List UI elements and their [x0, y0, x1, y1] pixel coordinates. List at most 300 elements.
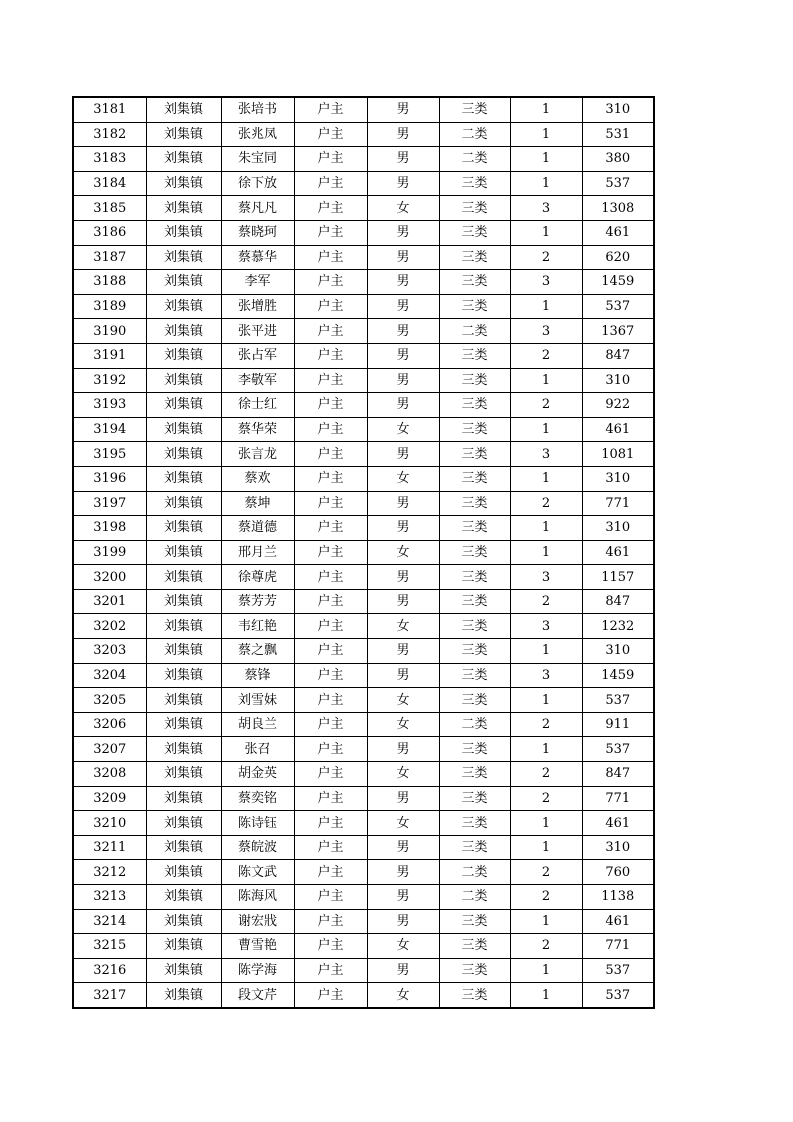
household-size-cell: 3 [510, 270, 582, 295]
table-row [73, 196, 654, 221]
serial-number-cell: 3186 [73, 220, 146, 245]
household-size-cell: 1 [510, 122, 582, 147]
relationship-cell: 户主 [294, 343, 367, 368]
relationship-cell: 户主 [294, 393, 367, 418]
gender-cell: 女 [367, 196, 439, 221]
township-cell: 刘集镇 [146, 663, 221, 688]
household-size-cell: 1 [510, 466, 582, 491]
amount-cell: 1081 [582, 442, 654, 467]
household-size-cell: 1 [510, 147, 582, 172]
relationship-cell: 户主 [294, 196, 367, 221]
relationship-cell: 户主 [294, 786, 367, 811]
household-table [72, 96, 655, 1009]
gender-cell: 男 [367, 639, 439, 664]
amount-cell: 1459 [582, 663, 654, 688]
table-row [73, 639, 654, 664]
township-cell: 刘集镇 [146, 737, 221, 762]
table-row [73, 983, 654, 1008]
amount-cell: 310 [582, 466, 654, 491]
person-name-cell: 张培书 [221, 97, 294, 122]
township-cell: 刘集镇 [146, 712, 221, 737]
township-cell: 刘集镇 [146, 860, 221, 885]
person-name-cell: 蔡坤 [221, 491, 294, 516]
person-name-cell: 韦红艳 [221, 614, 294, 639]
amount-cell: 537 [582, 171, 654, 196]
household-size-cell: 2 [510, 934, 582, 959]
gender-cell: 男 [367, 442, 439, 467]
relationship-cell: 户主 [294, 909, 367, 934]
amount-cell: 461 [582, 220, 654, 245]
amount-cell: 760 [582, 860, 654, 885]
serial-number-cell: 3183 [73, 147, 146, 172]
household-size-cell: 1 [510, 294, 582, 319]
category-cell: 三类 [439, 540, 510, 565]
table-row [73, 835, 654, 860]
gender-cell: 男 [367, 491, 439, 516]
household-size-cell: 1 [510, 835, 582, 860]
category-cell: 二类 [439, 319, 510, 344]
relationship-cell: 户主 [294, 663, 367, 688]
gender-cell: 男 [367, 343, 439, 368]
gender-cell: 女 [367, 540, 439, 565]
gender-cell: 女 [367, 466, 439, 491]
relationship-cell: 户主 [294, 934, 367, 959]
table-row [73, 688, 654, 713]
household-size-cell: 1 [510, 516, 582, 541]
amount-cell: 461 [582, 811, 654, 836]
serial-number-cell: 3210 [73, 811, 146, 836]
amount-cell: 310 [582, 835, 654, 860]
household-size-cell: 1 [510, 737, 582, 762]
township-cell: 刘集镇 [146, 393, 221, 418]
person-name-cell: 李敬军 [221, 368, 294, 393]
category-cell: 三类 [439, 589, 510, 614]
township-cell: 刘集镇 [146, 319, 221, 344]
township-cell: 刘集镇 [146, 589, 221, 614]
document-page [72, 96, 655, 1009]
table-row [73, 97, 654, 122]
serial-number-cell: 3211 [73, 835, 146, 860]
township-cell: 刘集镇 [146, 540, 221, 565]
household-size-cell: 3 [510, 319, 582, 344]
category-cell: 三类 [439, 786, 510, 811]
amount-cell: 537 [582, 294, 654, 319]
person-name-cell: 张兆凤 [221, 122, 294, 147]
person-name-cell: 蔡慕华 [221, 245, 294, 270]
person-name-cell: 段文芹 [221, 983, 294, 1008]
relationship-cell: 户主 [294, 97, 367, 122]
person-name-cell: 曹雪艳 [221, 934, 294, 959]
table-row [73, 565, 654, 590]
person-name-cell: 蔡道德 [221, 516, 294, 541]
township-cell: 刘集镇 [146, 885, 221, 910]
township-cell: 刘集镇 [146, 171, 221, 196]
township-cell: 刘集镇 [146, 639, 221, 664]
amount-cell: 911 [582, 712, 654, 737]
serial-number-cell: 3197 [73, 491, 146, 516]
amount-cell: 771 [582, 934, 654, 959]
township-cell: 刘集镇 [146, 245, 221, 270]
table-row [73, 737, 654, 762]
township-cell: 刘集镇 [146, 565, 221, 590]
household-size-cell: 3 [510, 442, 582, 467]
amount-cell: 310 [582, 368, 654, 393]
person-name-cell: 陈诗钰 [221, 811, 294, 836]
household-size-cell: 1 [510, 688, 582, 713]
table-row [73, 122, 654, 147]
gender-cell: 男 [367, 220, 439, 245]
gender-cell: 男 [367, 565, 439, 590]
gender-cell: 男 [367, 958, 439, 983]
relationship-cell: 户主 [294, 171, 367, 196]
category-cell: 三类 [439, 762, 510, 787]
category-cell: 三类 [439, 466, 510, 491]
gender-cell: 男 [367, 663, 439, 688]
relationship-cell: 户主 [294, 639, 367, 664]
table-row [73, 491, 654, 516]
table-row [73, 343, 654, 368]
household-size-cell: 1 [510, 540, 582, 565]
relationship-cell: 户主 [294, 565, 367, 590]
household-size-cell: 2 [510, 491, 582, 516]
township-cell: 刘集镇 [146, 368, 221, 393]
category-cell: 三类 [439, 417, 510, 442]
township-cell: 刘集镇 [146, 688, 221, 713]
township-cell: 刘集镇 [146, 97, 221, 122]
category-cell: 三类 [439, 688, 510, 713]
serial-number-cell: 3181 [73, 97, 146, 122]
gender-cell: 男 [367, 909, 439, 934]
township-cell: 刘集镇 [146, 786, 221, 811]
amount-cell: 310 [582, 639, 654, 664]
category-cell: 三类 [439, 614, 510, 639]
township-cell: 刘集镇 [146, 934, 221, 959]
amount-cell: 1138 [582, 885, 654, 910]
person-name-cell: 蔡锋 [221, 663, 294, 688]
gender-cell: 女 [367, 417, 439, 442]
category-cell: 三类 [439, 811, 510, 836]
category-cell: 二类 [439, 712, 510, 737]
table-row [73, 712, 654, 737]
category-cell: 三类 [439, 343, 510, 368]
person-name-cell: 蔡凡凡 [221, 196, 294, 221]
relationship-cell: 户主 [294, 147, 367, 172]
table-row [73, 589, 654, 614]
relationship-cell: 户主 [294, 220, 367, 245]
amount-cell: 771 [582, 491, 654, 516]
gender-cell: 男 [367, 835, 439, 860]
relationship-cell: 户主 [294, 442, 367, 467]
relationship-cell: 户主 [294, 417, 367, 442]
category-cell: 三类 [439, 196, 510, 221]
table-row [73, 294, 654, 319]
serial-number-cell: 3185 [73, 196, 146, 221]
relationship-cell: 户主 [294, 983, 367, 1008]
relationship-cell: 户主 [294, 319, 367, 344]
category-cell: 二类 [439, 860, 510, 885]
person-name-cell: 陈文武 [221, 860, 294, 885]
amount-cell: 620 [582, 245, 654, 270]
household-size-cell: 3 [510, 663, 582, 688]
relationship-cell: 户主 [294, 589, 367, 614]
amount-cell: 310 [582, 97, 654, 122]
township-cell: 刘集镇 [146, 491, 221, 516]
person-name-cell: 刘雪妹 [221, 688, 294, 713]
serial-number-cell: 3193 [73, 393, 146, 418]
serial-number-cell: 3196 [73, 466, 146, 491]
gender-cell: 男 [367, 171, 439, 196]
amount-cell: 771 [582, 786, 654, 811]
township-cell: 刘集镇 [146, 909, 221, 934]
category-cell: 三类 [439, 442, 510, 467]
household-size-cell: 2 [510, 786, 582, 811]
amount-cell: 461 [582, 417, 654, 442]
person-name-cell: 李军 [221, 270, 294, 295]
household-size-cell: 3 [510, 614, 582, 639]
household-size-cell: 2 [510, 343, 582, 368]
person-name-cell: 朱宝同 [221, 147, 294, 172]
serial-number-cell: 3203 [73, 639, 146, 664]
serial-number-cell: 3208 [73, 762, 146, 787]
amount-cell: 310 [582, 516, 654, 541]
category-cell: 三类 [439, 934, 510, 959]
category-cell: 二类 [439, 147, 510, 172]
relationship-cell: 户主 [294, 122, 367, 147]
gender-cell: 男 [367, 737, 439, 762]
household-size-cell: 1 [510, 97, 582, 122]
serial-number-cell: 3192 [73, 368, 146, 393]
gender-cell: 男 [367, 860, 439, 885]
household-size-cell: 2 [510, 762, 582, 787]
table-row [73, 147, 654, 172]
relationship-cell: 户主 [294, 540, 367, 565]
household-size-cell: 1 [510, 171, 582, 196]
person-name-cell: 张平进 [221, 319, 294, 344]
gender-cell: 女 [367, 934, 439, 959]
gender-cell: 女 [367, 712, 439, 737]
category-cell: 三类 [439, 220, 510, 245]
table-row [73, 811, 654, 836]
relationship-cell: 户主 [294, 835, 367, 860]
amount-cell: 847 [582, 589, 654, 614]
serial-number-cell: 3213 [73, 885, 146, 910]
township-cell: 刘集镇 [146, 442, 221, 467]
person-name-cell: 张占军 [221, 343, 294, 368]
category-cell: 三类 [439, 516, 510, 541]
township-cell: 刘集镇 [146, 122, 221, 147]
table-row [73, 934, 654, 959]
serial-number-cell: 3200 [73, 565, 146, 590]
amount-cell: 1308 [582, 196, 654, 221]
table-row [73, 663, 654, 688]
table-row [73, 220, 654, 245]
table-row [73, 516, 654, 541]
serial-number-cell: 3214 [73, 909, 146, 934]
serial-number-cell: 3206 [73, 712, 146, 737]
category-cell: 三类 [439, 983, 510, 1008]
amount-cell: 847 [582, 343, 654, 368]
township-cell: 刘集镇 [146, 614, 221, 639]
relationship-cell: 户主 [294, 368, 367, 393]
table-row [73, 958, 654, 983]
township-cell: 刘集镇 [146, 811, 221, 836]
household-size-cell: 2 [510, 860, 582, 885]
gender-cell: 女 [367, 811, 439, 836]
gender-cell: 女 [367, 983, 439, 1008]
table-row [73, 393, 654, 418]
household-size-cell: 1 [510, 909, 582, 934]
serial-number-cell: 3198 [73, 516, 146, 541]
person-name-cell: 陈海风 [221, 885, 294, 910]
household-size-cell: 2 [510, 393, 582, 418]
serial-number-cell: 3217 [73, 983, 146, 1008]
gender-cell: 男 [367, 270, 439, 295]
township-cell: 刘集镇 [146, 762, 221, 787]
person-name-cell: 张言龙 [221, 442, 294, 467]
township-cell: 刘集镇 [146, 220, 221, 245]
gender-cell: 男 [367, 368, 439, 393]
household-size-cell: 1 [510, 220, 582, 245]
relationship-cell: 户主 [294, 270, 367, 295]
gender-cell: 男 [367, 245, 439, 270]
relationship-cell: 户主 [294, 885, 367, 910]
person-name-cell: 邢月兰 [221, 540, 294, 565]
amount-cell: 1367 [582, 319, 654, 344]
table-row [73, 171, 654, 196]
person-name-cell: 张增胜 [221, 294, 294, 319]
amount-cell: 537 [582, 983, 654, 1008]
amount-cell: 531 [582, 122, 654, 147]
serial-number-cell: 3202 [73, 614, 146, 639]
township-cell: 刘集镇 [146, 196, 221, 221]
person-name-cell: 徐尊虎 [221, 565, 294, 590]
township-cell: 刘集镇 [146, 270, 221, 295]
category-cell: 三类 [439, 491, 510, 516]
table-row [73, 614, 654, 639]
category-cell: 二类 [439, 122, 510, 147]
category-cell: 二类 [439, 885, 510, 910]
gender-cell: 男 [367, 786, 439, 811]
township-cell: 刘集镇 [146, 147, 221, 172]
table-row [73, 319, 654, 344]
serial-number-cell: 3212 [73, 860, 146, 885]
table-row [73, 270, 654, 295]
category-cell: 三类 [439, 245, 510, 270]
table-row [73, 417, 654, 442]
township-cell: 刘集镇 [146, 417, 221, 442]
amount-cell: 461 [582, 909, 654, 934]
serial-number-cell: 3195 [73, 442, 146, 467]
household-size-cell: 1 [510, 958, 582, 983]
amount-cell: 461 [582, 540, 654, 565]
gender-cell: 男 [367, 294, 439, 319]
person-name-cell: 蔡芳芳 [221, 589, 294, 614]
serial-number-cell: 3205 [73, 688, 146, 713]
serial-number-cell: 3209 [73, 786, 146, 811]
relationship-cell: 户主 [294, 688, 367, 713]
serial-number-cell: 3194 [73, 417, 146, 442]
table-body [73, 97, 654, 1008]
table-row [73, 368, 654, 393]
household-size-cell: 2 [510, 885, 582, 910]
person-name-cell: 陈学海 [221, 958, 294, 983]
township-cell: 刘集镇 [146, 294, 221, 319]
household-size-cell: 1 [510, 639, 582, 664]
amount-cell: 537 [582, 958, 654, 983]
gender-cell: 女 [367, 614, 439, 639]
category-cell: 三类 [439, 294, 510, 319]
township-cell: 刘集镇 [146, 516, 221, 541]
table-row [73, 762, 654, 787]
household-size-cell: 2 [510, 245, 582, 270]
amount-cell: 847 [582, 762, 654, 787]
relationship-cell: 户主 [294, 811, 367, 836]
household-size-cell: 2 [510, 589, 582, 614]
gender-cell: 女 [367, 688, 439, 713]
serial-number-cell: 3199 [73, 540, 146, 565]
serial-number-cell: 3216 [73, 958, 146, 983]
gender-cell: 男 [367, 393, 439, 418]
township-cell: 刘集镇 [146, 466, 221, 491]
table-row [73, 885, 654, 910]
gender-cell: 女 [367, 762, 439, 787]
serial-number-cell: 3207 [73, 737, 146, 762]
person-name-cell: 蔡华荣 [221, 417, 294, 442]
relationship-cell: 户主 [294, 245, 367, 270]
table-row [73, 442, 654, 467]
amount-cell: 1157 [582, 565, 654, 590]
township-cell: 刘集镇 [146, 835, 221, 860]
person-name-cell: 蔡皖波 [221, 835, 294, 860]
township-cell: 刘集镇 [146, 343, 221, 368]
serial-number-cell: 3188 [73, 270, 146, 295]
category-cell: 三类 [439, 270, 510, 295]
relationship-cell: 户主 [294, 491, 367, 516]
person-name-cell: 蔡欢 [221, 466, 294, 491]
person-name-cell: 蔡晓珂 [221, 220, 294, 245]
person-name-cell: 蔡奕铭 [221, 786, 294, 811]
table-row [73, 245, 654, 270]
category-cell: 三类 [439, 171, 510, 196]
gender-cell: 男 [367, 97, 439, 122]
household-size-cell: 3 [510, 565, 582, 590]
table-row [73, 540, 654, 565]
township-cell: 刘集镇 [146, 983, 221, 1008]
serial-number-cell: 3201 [73, 589, 146, 614]
serial-number-cell: 3204 [73, 663, 146, 688]
relationship-cell: 户主 [294, 762, 367, 787]
amount-cell: 1232 [582, 614, 654, 639]
gender-cell: 男 [367, 516, 439, 541]
category-cell: 三类 [439, 958, 510, 983]
category-cell: 三类 [439, 639, 510, 664]
relationship-cell: 户主 [294, 860, 367, 885]
household-size-cell: 1 [510, 811, 582, 836]
amount-cell: 380 [582, 147, 654, 172]
amount-cell: 537 [582, 688, 654, 713]
serial-number-cell: 3182 [73, 122, 146, 147]
person-name-cell: 徐士红 [221, 393, 294, 418]
household-size-cell: 3 [510, 196, 582, 221]
serial-number-cell: 3187 [73, 245, 146, 270]
category-cell: 三类 [439, 835, 510, 860]
table-row [73, 909, 654, 934]
category-cell: 三类 [439, 663, 510, 688]
amount-cell: 922 [582, 393, 654, 418]
table-row [73, 466, 654, 491]
person-name-cell: 谢宏戕 [221, 909, 294, 934]
table-row [73, 786, 654, 811]
